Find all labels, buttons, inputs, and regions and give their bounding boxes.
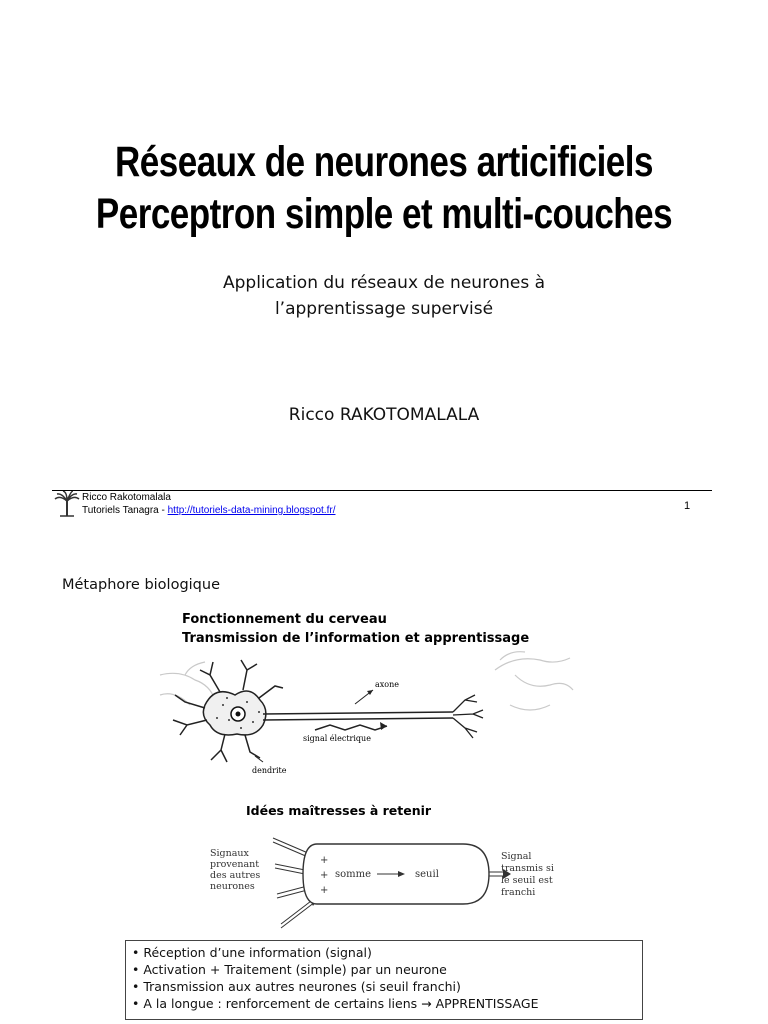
summary-box — [125, 940, 643, 1020]
output-label-line-1: Signal — [501, 851, 532, 862]
plus-sign-2: + — [320, 870, 329, 881]
bullet-item: • Réception d’une information (signal) — [132, 945, 372, 960]
page-number: 1 — [684, 500, 691, 512]
bullet-item: • Activation + Traitement (simple) par un neurone — [132, 962, 447, 977]
plus-sign-1: + — [320, 855, 329, 866]
input-label-line-2: provenant — [210, 859, 260, 870]
input-label-line-1: Signaux — [210, 848, 249, 859]
seuil-label: seuil — [415, 869, 439, 880]
output-label-line-4: franchi — [501, 887, 536, 898]
palm-tree-logo-icon — [54, 491, 80, 517]
title-line-1: Réseaux de neurones articificiels — [115, 138, 653, 186]
neuron-model-diagram — [205, 826, 565, 938]
input-label-line-4: neurones — [210, 881, 255, 892]
signal-label: signal électrique — [303, 734, 371, 743]
ideas-title: Idées maîtresses à retenir — [246, 803, 432, 818]
slide2-heading: Métaphore biologique — [62, 577, 220, 593]
subheading-2: Transmission de l’information et apprentissage — [182, 631, 530, 646]
neuron-illustration — [155, 650, 575, 780]
subtitle-line-1: Application du réseaux de neurones à — [223, 273, 545, 293]
dendrite-label: dendrite — [252, 766, 287, 775]
footer-author: Ricco Rakotomalala — [82, 492, 171, 503]
output-label-line-3: le seuil est — [501, 875, 553, 886]
subtitle-line-2: l’apprentissage supervisé — [274, 299, 494, 319]
bullet-item: • A la longue : renforcement de certains liens → APPRENTISSAGE — [132, 996, 539, 1011]
footer-tutorials — [82, 505, 335, 517]
output-label-line-2: transmis si — [501, 863, 554, 874]
subheading-1: Fonctionnement du cerveau — [182, 612, 387, 627]
footer-blog-link[interactable]: http://tutoriels-data-mining.blogspot.fr/ — [167, 505, 336, 516]
footer-divider — [52, 490, 712, 491]
author-name: Ricco RAKOTOMALALA — [288, 405, 480, 425]
title-line-2: Perceptron simple et multi-couches — [95, 190, 673, 238]
axone-label: axone — [375, 680, 399, 689]
plus-sign-3: + — [320, 885, 329, 896]
input-label-line-3: des autres — [210, 870, 261, 881]
footer-tutorials-prefix: Tutoriels Tanagra - — [82, 505, 168, 516]
somme-label: somme — [335, 869, 372, 880]
bullet-item: • Transmission aux autres neurones (si seuil franchi) — [132, 979, 461, 994]
